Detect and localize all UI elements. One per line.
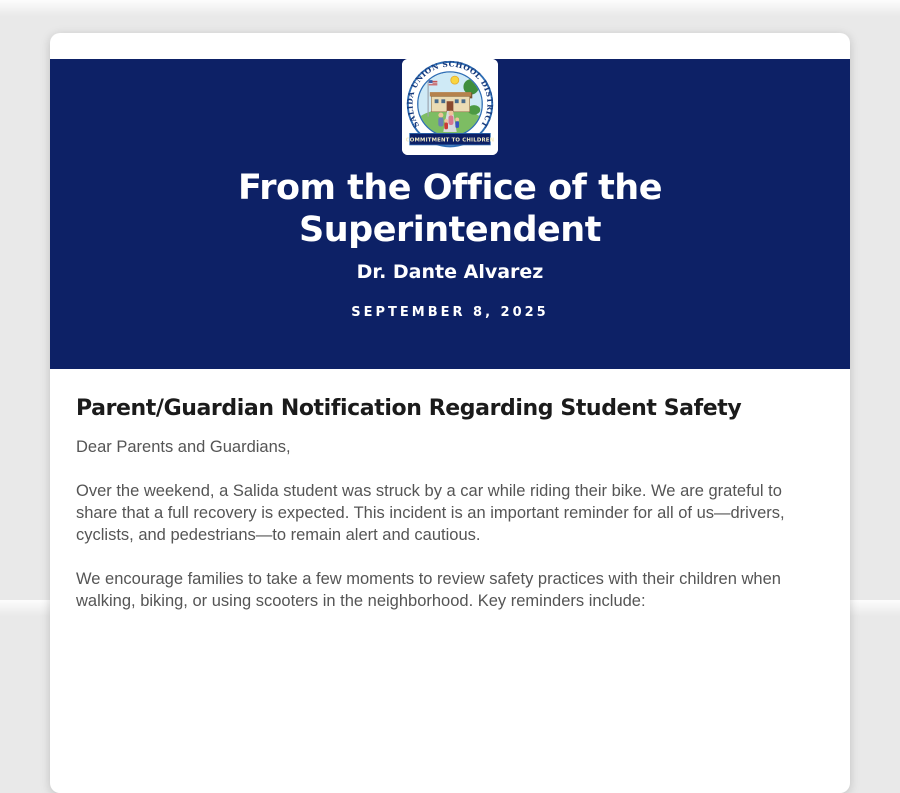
letterhead: [50, 59, 850, 369]
salutation: Dear Parents and Guardians,: [76, 438, 291, 456]
letter-body: [50, 369, 850, 642]
letter-paragraph: Over the weekend, a Salida student was struck by a car while riding their bike. We are grateful to share that a full recovery is expected. This incident is an important reminder for all of us—drivers, cyclists, and pedestrians—to remain alert and cautious.: [76, 482, 785, 544]
district-seal-logo: [402, 59, 498, 155]
superintendent-name: Dr. Dante Alvarez: [356, 261, 544, 283]
seal-ring-text: SALIDA UNION SCHOOL DISTRICT: [405, 59, 495, 130]
letter-paragraph: We encourage families to take a few moments to review safety practices with their children when walking, biking, or using scooters in the neighborhood. Key reminders include:: [76, 570, 781, 610]
letter-heading: Parent/Guardian Notification Regarding Student Safety: [76, 396, 742, 421]
page-title: From the Office of the Superintendent: [238, 168, 662, 250]
district-seal-icon: [402, 59, 498, 155]
announcement-card: [50, 33, 850, 793]
letter-date: SEPTEMBER 8, 2025: [351, 305, 549, 320]
seal-banner-text: COMMITMENT TO CHILDREN: [405, 137, 495, 144]
